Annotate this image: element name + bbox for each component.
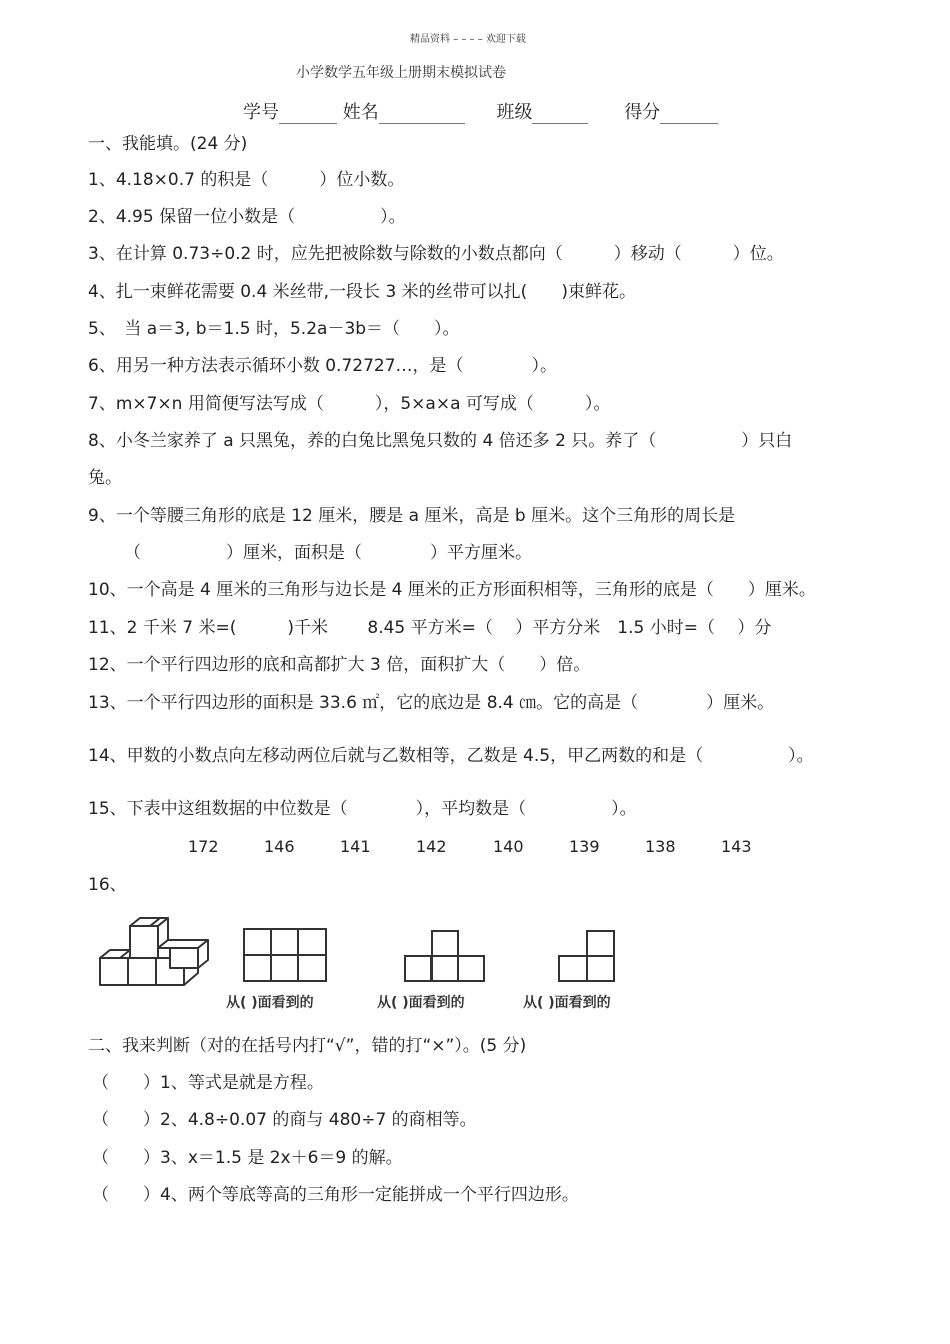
class-blank[interactable]: [532, 123, 588, 124]
judge-item-1: （ ）1、等式是就是方程。: [92, 1073, 324, 1093]
data-value: 172: [188, 837, 219, 856]
data-value: 140: [493, 837, 524, 856]
score-blank[interactable]: [660, 123, 718, 124]
data-value: 138: [645, 837, 676, 856]
question-7: 7、m×7×n 用简便写法写成（ ），5×a×a 可写成（ ）。: [88, 394, 611, 414]
view-caption-2: 从( )面看到的: [377, 995, 465, 1011]
question-5: 5、 当 a＝3, b＝1.5 时，5.2a－3b＝（ ）。: [88, 319, 460, 339]
student-id-label: 学号: [243, 102, 279, 123]
question-15: 15、下表中这组数据的中位数是（ ），平均数是（ ）。: [88, 799, 637, 819]
name-blank[interactable]: [379, 123, 465, 124]
judge-item-3: （ ）3、x＝1.5 是 2x＋6＝9 的解。: [92, 1148, 403, 1168]
class-label: 班级: [496, 102, 533, 123]
data-value: 141: [340, 837, 371, 856]
cube-stack-figure: [98, 918, 210, 988]
name-label: 姓名: [342, 102, 379, 123]
page-title: 小学数学五年级上册期末模拟试卷: [296, 65, 506, 81]
question-9-line2: （ ）厘米，面积是（ ）平方厘米。: [124, 543, 532, 563]
data-value: 143: [721, 837, 752, 856]
view-t-shape: [404, 930, 486, 982]
question-8-line2: 兔。: [88, 468, 122, 488]
question-8-line1: 8、小冬兰家养了 a 只黑兔，养的白兔比黑兔只数的 4 倍还多 2 只。养了（ ）只白: [88, 431, 793, 451]
question-10: 10、一个高是 4 厘米的三角形与边长是 4 厘米的正方形面积相等，三角形的底是（ ）厘米。: [88, 580, 816, 600]
question-13: 13、一个平行四边形的面积是 33.6 ㎡，它的底边是 8.4 ㎝。它的高是（ ）厘米。: [88, 693, 775, 713]
question-11: 11、2 千米 7 米=( )千米 8.45 平方米=（ ）平方分米 1.5 小时=（ ）分: [88, 618, 772, 638]
header-note: 精品资料 – – – – 欢迎下载: [410, 34, 526, 45]
question-1: 1、4.18×0.7 的积是（ ）位小数。: [88, 170, 405, 190]
view-caption-3: 从( )面看到的: [523, 995, 611, 1011]
question-12: 12、一个平行四边形的底和高都扩大 3 倍，面积扩大（ ）倍。: [88, 655, 591, 675]
data-value: 142: [416, 837, 447, 856]
data-value: 139: [569, 837, 600, 856]
question-16: 16、: [88, 875, 127, 895]
question-14: 14、甲数的小数点向左移动两位后就与乙数相等，乙数是 4.5，甲乙两数的和是（ ）。: [88, 746, 814, 766]
judge-item-4: （ ）4、两个等底等高的三角形一定能拼成一个平行四边形。: [92, 1185, 579, 1205]
view-grid-2x3: [243, 928, 327, 982]
student-id-blank[interactable]: [279, 123, 337, 124]
question-3: 3、在计算 0.73÷0.2 时，应先把被除数与除数的小数点都向（ ）移动（ ）位。: [88, 244, 784, 264]
question-9-line1: 9、一个等腰三角形的底是 12 厘米，腰是 a 厘米，高是 b 厘米。这个三角形的周长是: [88, 506, 736, 526]
view-l-shape: [558, 930, 616, 982]
section2-heading: 二、我来判断（对的在括号内打“√”，错的打“×”）。(5 分): [88, 1036, 527, 1056]
info-row: [243, 98, 718, 124]
question-6: 6、用另一种方法表示循环小数 0.72727…，是（ ）。: [88, 356, 558, 376]
section1-heading: 一、我能填。(24 分): [88, 134, 248, 154]
question-2: 2、4.95 保留一位小数是（ ）。: [88, 207, 406, 227]
data-value: 146: [264, 837, 295, 856]
judge-item-2: （ ）2、4.8÷0.07 的商与 480÷7 的商相等。: [92, 1110, 477, 1130]
score-label: 得分: [624, 102, 661, 123]
question-4: 4、扎一束鲜花需要 0.4 米丝带,一段长 3 米的丝带可以扎( )束鲜花。: [88, 282, 636, 302]
view-caption-1: 从( )面看到的: [226, 995, 314, 1011]
